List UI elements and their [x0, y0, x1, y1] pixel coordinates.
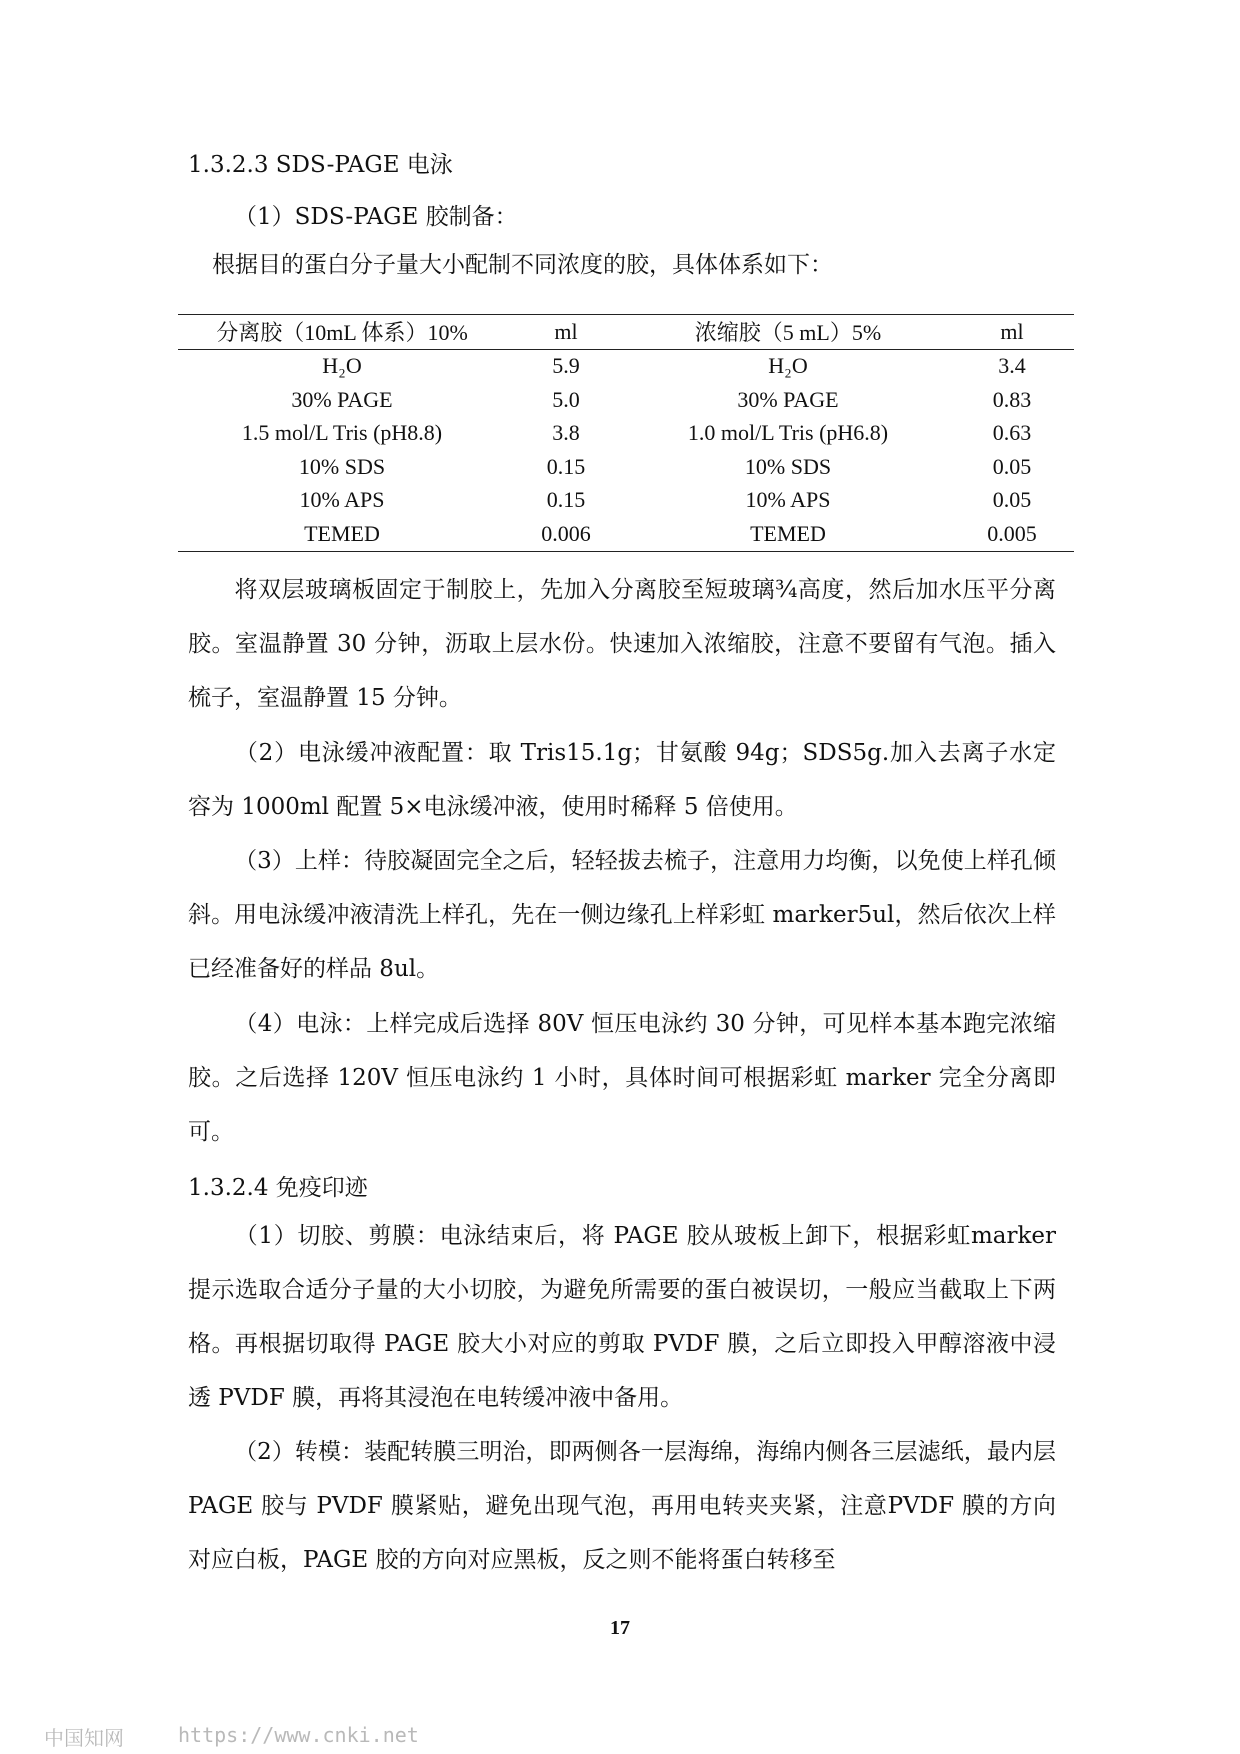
section-heading-western-blot: 1.3.2.4 免疫印迹: [188, 1175, 368, 1201]
table-row: [178, 517, 1074, 551]
header-separating-gel: 分离胶（10mL 体系）10%: [216, 320, 468, 346]
table-cell: 0.83: [992, 386, 1032, 412]
table-cell: H₂O: [768, 353, 808, 379]
paragraph-sample-loading: [188, 834, 1056, 996]
table-cell: 0.005: [987, 520, 1037, 546]
table-row: [178, 484, 1074, 518]
paragraph-text: 将双层玻璃板固定于制胶上，先加入分离胶至短玻璃¾高度，然后加水压平分离胶。室温静置 30 分钟，沥取上层水份。快速加入浓缩胶，注意不要留有气泡。插入梳子，室温静置 15 分钟。: [188, 577, 1056, 711]
table-cell: 5.0: [552, 386, 580, 412]
paragraph-gel-casting: [188, 563, 1056, 725]
table-cell: 3.8: [552, 420, 580, 446]
gel-recipe-table: [178, 314, 1074, 552]
paragraph-text: （3）上样：待胶凝固完全之后，轻轻拔去梳子，注意用力均衡，以免使上样孔倾斜。用电泳缓冲液清洗上样孔，先在一侧边缘孔上样彩虹 marker5ul，然后依次上样已经准备好的样品 8ul。: [188, 848, 1056, 982]
table-row: [178, 450, 1074, 484]
table-row: [178, 383, 1074, 417]
watermark-site-name: 中国知网: [44, 1726, 124, 1750]
table-row: [178, 417, 1074, 451]
table-cell: 0.15: [546, 453, 586, 479]
paragraph-transfer: [188, 1425, 1056, 1587]
table-cell: 10% APS: [299, 487, 385, 513]
table-row: [178, 349, 1074, 383]
table-cell: 30% PAGE: [291, 386, 393, 412]
table-cell: 0.05: [992, 487, 1032, 513]
watermark-url: https://www.cnki.net: [178, 1723, 419, 1747]
header-stacking-gel: 浓缩胶（5 mL）5%: [694, 320, 882, 346]
table-cell: 0.006: [541, 520, 591, 546]
table-cell: TEMED: [750, 520, 826, 546]
table-cell: 0.05: [992, 453, 1032, 479]
paragraph-running-buffer: [188, 726, 1056, 834]
table-header-row: [178, 315, 1074, 350]
paragraph-electrophoresis: [188, 997, 1056, 1159]
table-cell: 10% SDS: [298, 453, 386, 479]
table-cell: 1.0 mol/L Tris (pH6.8): [687, 420, 889, 446]
table-cell: 10% SDS: [744, 453, 832, 479]
table-intro: 根据目的蛋白分子量大小配制不同浓度的胶，具体体系如下：: [212, 252, 833, 278]
header-ml: ml: [1000, 318, 1024, 344]
header-ml: ml: [554, 318, 578, 344]
table-cell: TEMED: [304, 520, 380, 546]
paragraph-text: （2）电泳缓冲液配置：取 Tris15.1g；甘氨酸 94g；SDS5g.加入去离子水定容为 1000ml 配置 5×电泳缓冲液，使用时稀释 5 倍使用。: [188, 740, 1056, 820]
table-cell: 30% PAGE: [737, 386, 839, 412]
table-cell: 0.63: [992, 420, 1032, 446]
table-cell: 1.5 mol/L Tris (pH8.8): [241, 420, 443, 446]
paragraph-gel-cutting: [188, 1209, 1056, 1425]
table-cell: H₂O: [322, 353, 362, 379]
table-cell: 3.4: [998, 353, 1026, 379]
table-cell: 10% APS: [745, 487, 831, 513]
paragraph-text: （1）切胶、剪膜：电泳结束后，将 PAGE 胶从玻板上卸下，根据彩虹marker 提示选取合适分子量的大小切胶，为避免所需要的蛋白被误切，一般应当截取上下两格。再根据切取得 PAGE 胶大小对应的剪取 PVDF 膜，之后立即投入甲醇溶液中浸透 PVDF 膜，再将其浸泡在电转缓冲液中备用。: [188, 1223, 1056, 1411]
section-heading-sds-page: 1.3.2.3 SDS-PAGE 电泳: [188, 152, 453, 178]
page-number: 17: [610, 1617, 630, 1639]
table-cell: 0.15: [546, 487, 586, 513]
paragraph-text: （4）电泳：上样完成后选择 80V 恒压电泳约 30 分钟，可见样本基本跑完浓缩胶。之后选择 120V 恒压电泳约 1 小时，具体时间可根据彩虹 marker 完全分离即可。: [188, 1011, 1056, 1145]
step1-title: （1）SDS-PAGE 胶制备：: [234, 204, 518, 230]
table-cell: 5.9: [552, 353, 580, 379]
paragraph-text: （2）转模：装配转膜三明治，即两侧各一层海绵，海绵内侧各三层滤纸，最内层 PAGE 胶与 PVDF 膜紧贴，避免出现气泡，再用电转夹夹紧，注意PVDF 膜的方向对应白板，PAGE 胶的方向对应黑板，反之则不能将蛋白转移至: [188, 1439, 1056, 1573]
